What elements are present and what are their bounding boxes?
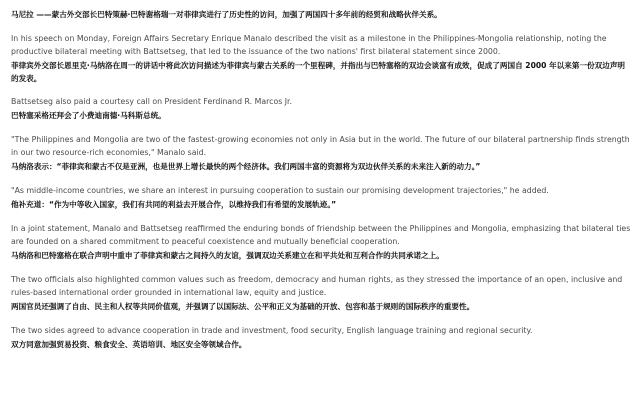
- paragraph-6-en: The two officials also highlighted common values such as freedom, democracy and human rights, as they stressed the importance of an open, inclusive and rules-based international order grounded in international law, equity and justice.: [11, 275, 623, 297]
- paragraph-7-zh: 双方同意加强贸易投资、粮食安全、英语培训、地区安全等领域合作。: [11, 340, 247, 349]
- paragraph-2-en: Battsetseg also paid a courtesy call on President Ferdinand R. Marcos Jr.: [11, 97, 293, 106]
- paragraph-1-zh: 菲律宾外交部长恩里克·马纳洛在周一的讲话中将此次访问描述为菲律宾与蒙古关系的一个里程碑，并指出与巴特塞格的双边会谈富有成效，促成了两国自 2000 年以来第一份双边声明的发表。: [11, 61, 626, 83]
- paragraph-6-zh: 两国官员还强调了自由、民主和人权等共同价值观，并强调了以国际法、公平和正义为基础的开放、包容和基于规则的国际秩序的重要性。: [11, 302, 475, 311]
- paragraph-1-en: In his speech on Monday, Foreign Affairs Secretary Enrique Manalo described the visit as a milestone in the Philippines-Mongolia relationship, noting the productive bilateral meeting with Battsetseg, that led to the issuance of the two nations' first bilateral statement since 2000.: [11, 34, 607, 56]
- paragraph-5-zh: 马纳洛和巴特塞格在联合声明中重申了菲律宾和蒙古之间持久的友谊，强调双边关系建立在和平共处和互利合作的共同承诺之上。: [11, 251, 444, 260]
- paragraph-3-en: "The Philippines and Mongolia are two of the fastest-growing economies not only in Asia but in the world. The future of our bilateral partnership finds strength in our two resource-rich economies," Manalo said.: [11, 135, 630, 157]
- paragraph-4-zh: 他补充道：“作为中等收入国家，我们有共同的利益去开展合作，以维持我们有希望的发展轨迹。”: [11, 200, 337, 209]
- paragraph-3-zh: 马纳洛表示：“菲律宾和蒙古不仅是亚洲，也是世界上增长最快的两个经济体。我们两国丰富的资源将为双边伙伴关系的未来注入新的动力。”: [11, 162, 481, 171]
- paragraph-7-en: The two sides agreed to advance cooperation in trade and investment, food security, English language training and regional security.: [11, 326, 533, 335]
- lead-paragraph-zh: 马尼拉 ——蒙古外交部长巴特策赫·巴特谢格瑞一对菲律宾进行了历史性的访问，加强了两国四十多年前的经贸和战略伙伴关系。: [11, 10, 442, 19]
- paragraph-5-en: In a joint statement, Manalo and Battsetseg reaffirmed the enduring bonds of friendship between the Philippines and Mongolia, emphasizing that bilateral ties are founded on a shared commitment to peaceful coexistence and mutually beneficial cooperation.: [11, 224, 631, 246]
- paragraph-4-en: "As middle-income countries, we share an interest in pursuing cooperation to sustain our promising development trajectories," he added.: [11, 186, 549, 195]
- paragraph-2-zh: 巴特塞采格还拜会了小费迪南德·马科斯总统。: [11, 111, 166, 120]
